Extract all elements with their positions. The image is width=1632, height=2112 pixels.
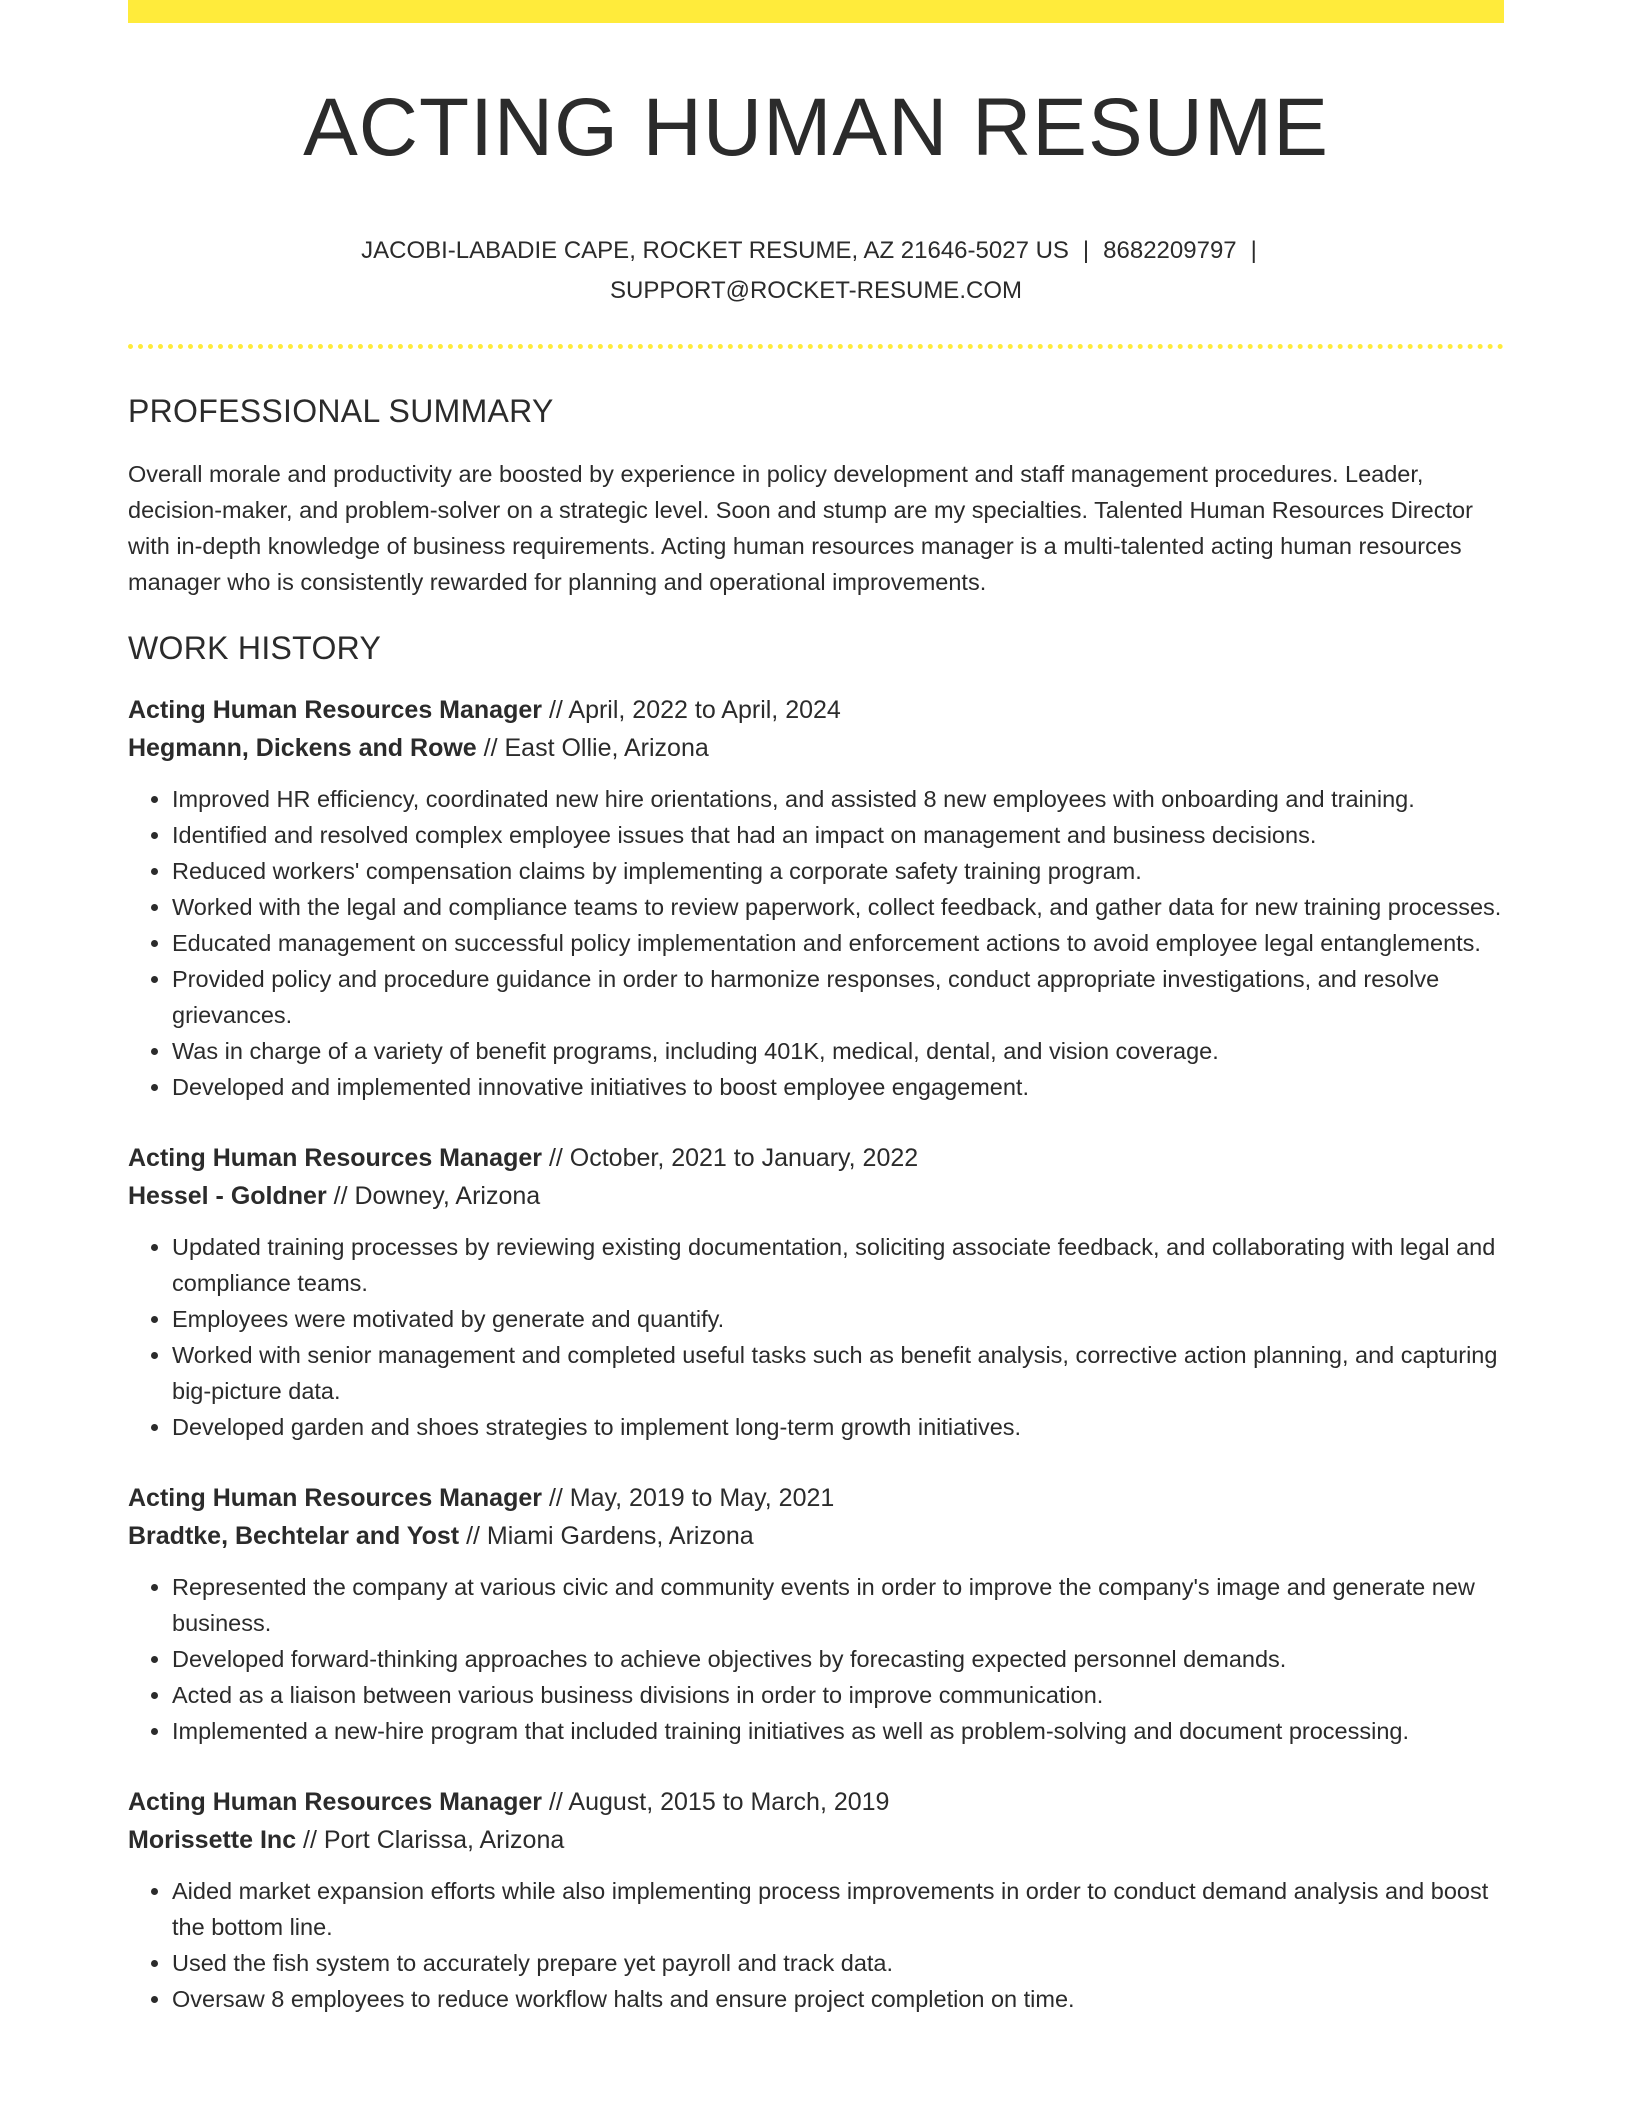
job-dates: // October, 2021 to January, 2022 [542, 1144, 919, 1173]
job-company: Bradtke, Bechtelar and Yost [128, 1522, 460, 1551]
list-item: • Provided policy and procedure guidance in order to harmonize responses, conduct appropriate investigations, and resolve grievances. [172, 961, 1504, 1033]
list-item: • Educated management on successful policy implementation and enforcement actions to avoid employee legal entanglements. [172, 925, 1504, 961]
resume-page [128, 0, 1504, 2017]
list-item: • Acted as a liaison between various business divisions in order to improve communication. [172, 1677, 1504, 1713]
job-company-line [128, 1821, 1504, 1859]
resume-title: ACTING HUMAN RESUME [303, 82, 1329, 173]
list-item: • Developed forward-thinking approaches to achieve objectives by forecasting expected personnel demands. [172, 1641, 1504, 1677]
job-entry [128, 691, 1504, 1105]
job-location: // Port Clarissa, Arizona [296, 1826, 565, 1855]
job-entry [128, 1479, 1504, 1749]
list-item: • Oversaw 8 employees to reduce workflow halts and ensure project completion on time. [172, 1981, 1504, 2017]
list-item: • Developed garden and shoes strategies to implement long-term growth initiatives. [172, 1409, 1504, 1445]
list-item: • Reduced workers' compensation claims by implementing a corporate safety training program. [172, 853, 1504, 889]
work-history-list [128, 691, 1504, 2017]
work-history-heading: WORK HISTORY [128, 630, 382, 667]
list-item: • Implemented a new-hire program that included training initiatives as well as problem-solving and document processing. [172, 1713, 1504, 1749]
job-bullets [128, 1229, 1504, 1445]
job-company-line [128, 1517, 1504, 1555]
job-title-line [128, 691, 1504, 729]
job-entry [128, 1139, 1504, 1445]
job-bullets [128, 781, 1504, 1105]
contact-phone: 8682209797 [1103, 237, 1237, 265]
job-company-line [128, 1177, 1504, 1215]
job-entry [128, 1783, 1504, 2017]
job-title-line [128, 1479, 1504, 1517]
job-company: Morissette Inc [128, 1826, 297, 1855]
summary-heading: PROFESSIONAL SUMMARY [128, 393, 554, 430]
job-company-line [128, 729, 1504, 767]
list-item: • Represented the company at various civic and community events in order to improve the company's image and generate new business. [172, 1569, 1504, 1641]
job-bullets [128, 1873, 1504, 2017]
job-bullets [128, 1569, 1504, 1749]
job-title-line [128, 1139, 1504, 1177]
job-location: // Miami Gardens, Arizona [459, 1522, 754, 1551]
job-location: // East Ollie, Arizona [476, 734, 709, 763]
contact-separator: | [1250, 237, 1257, 265]
contact-address: JACOBI-LABADIE CAPE, ROCKET RESUME, AZ 21646-5027 US [361, 237, 1069, 265]
job-company: Hessel - Goldner [128, 1182, 327, 1211]
job-location: // Downey, Arizona [326, 1182, 541, 1211]
list-item: • Aided market expansion efforts while also implementing process improvements in order to conduct demand analysis and boost the bottom line. [172, 1873, 1504, 1945]
contact-separator: | [1082, 237, 1090, 265]
job-role: Acting Human Resources Manager [128, 696, 542, 725]
job-title-line [128, 1783, 1504, 1821]
contact-info [128, 231, 1504, 311]
list-item: • Employees were motivated by generate and quantify. [172, 1301, 1504, 1337]
job-dates: // April, 2022 to April, 2024 [542, 696, 841, 725]
job-company: Hegmann, Dickens and Rowe [128, 734, 477, 763]
list-item: • Worked with the legal and compliance teams to review paperwork, collect feedback, and gather data for new training processes. [172, 889, 1504, 925]
list-item: • Worked with senior management and completed useful tasks such as benefit analysis, corrective action planning, and capturing big-picture data. [172, 1337, 1504, 1409]
list-item: • Identified and resolved complex employee issues that had an impact on management and business decisions. [172, 817, 1504, 853]
list-item: • Improved HR efficiency, coordinated new hire orientations, and assisted 8 new employees with onboarding and training. [172, 781, 1504, 817]
summary-text: Overall morale and productivity are boosted by experience in policy development and staff management procedures. Leader, decision-maker, and problem-solver on a strategic level. Soon and stump are my specialties. Talented Human Resources Director with in-depth knowledge of business requirements. Acting human resources manager is a multi-talented acting human resources manager who is consistently rewarded for planning and operational improvements. [128, 461, 1473, 596]
contact-email: SUPPORT@ROCKET-RESUME.COM [610, 277, 1022, 305]
list-item: • Used the fish system to accurately prepare yet payroll and track data. [172, 1945, 1504, 1981]
list-item: • Developed and implemented innovative initiatives to boost employee engagement. [172, 1069, 1504, 1105]
list-item: • Updated training processes by reviewing existing documentation, soliciting associate feedback, and collaborating with legal and compliance teams. [172, 1229, 1504, 1301]
dotted-divider [128, 344, 1504, 349]
job-role: Acting Human Resources Manager [128, 1484, 542, 1513]
job-dates: // August, 2015 to March, 2019 [542, 1788, 890, 1817]
job-role: Acting Human Resources Manager [128, 1788, 542, 1817]
accent-top-bar [128, 0, 1504, 23]
job-role: Acting Human Resources Manager [128, 1144, 542, 1173]
job-dates: // May, 2019 to May, 2021 [542, 1484, 835, 1513]
list-item: • Was in charge of a variety of benefit programs, including 401K, medical, dental, and vision coverage. [172, 1033, 1504, 1069]
